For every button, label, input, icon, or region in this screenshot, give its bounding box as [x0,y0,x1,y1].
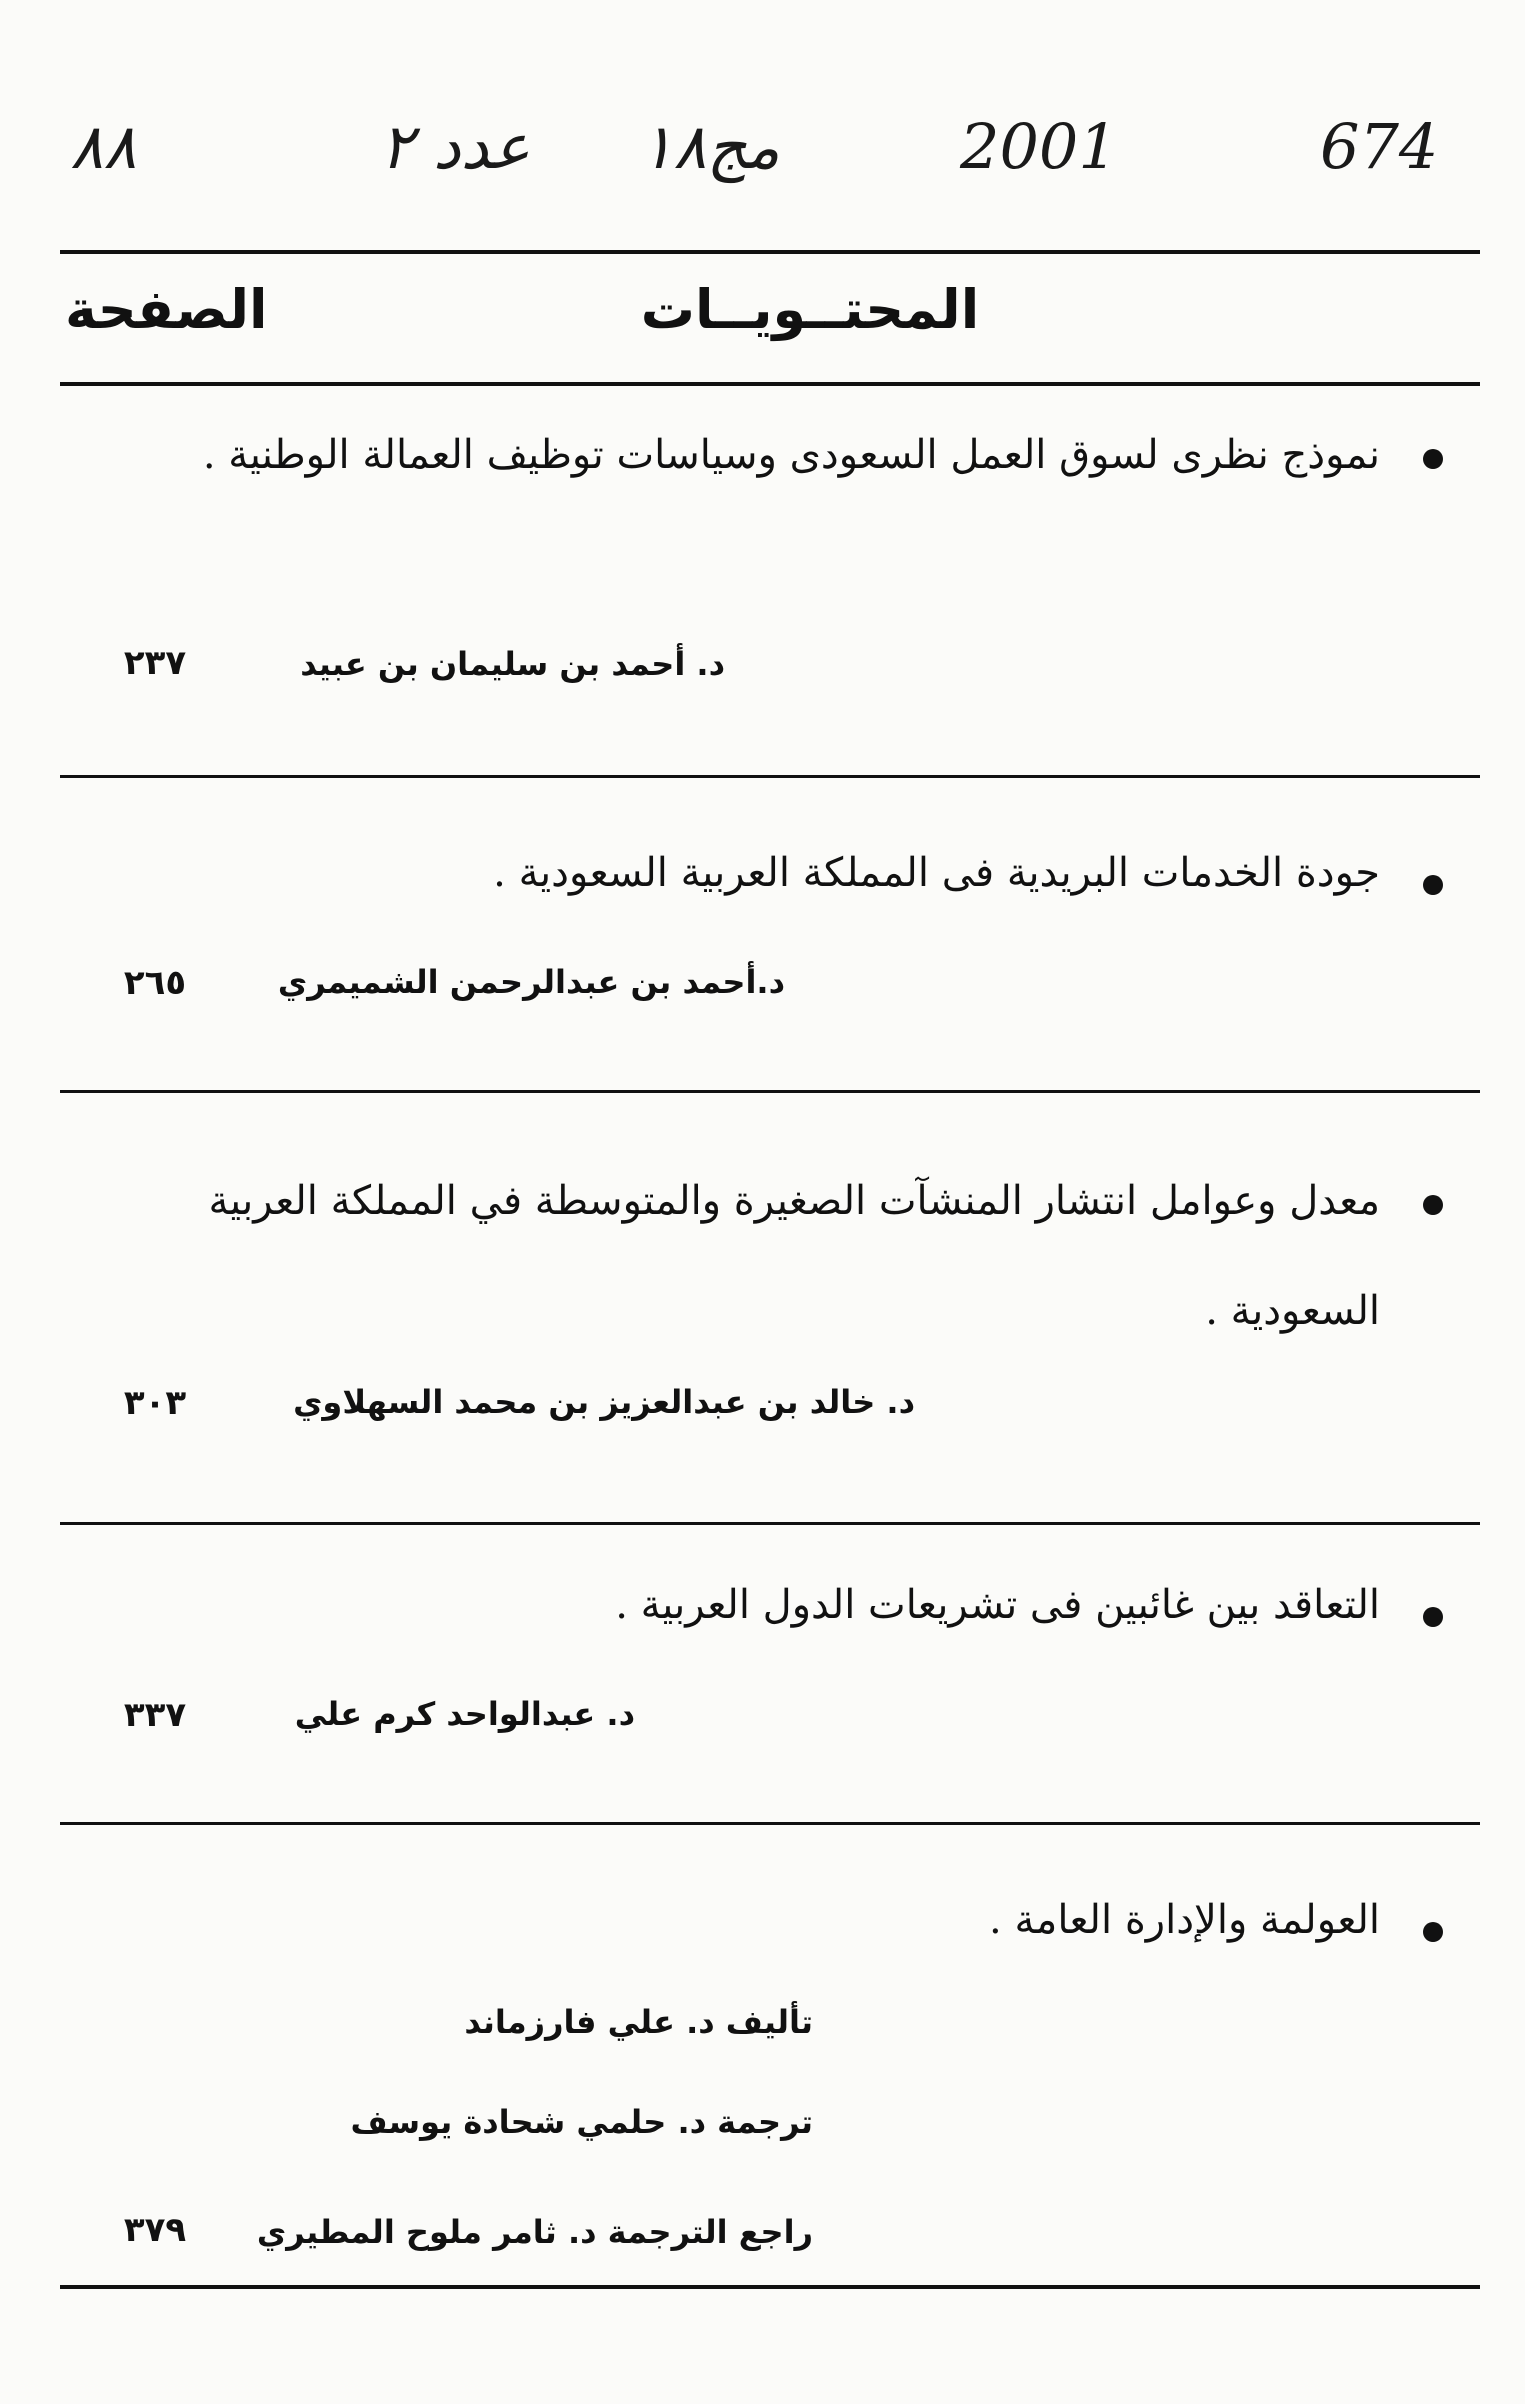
entry-page-number: ٣٧٩ [123,2210,187,2250]
bottom-rule [60,2285,1480,2289]
entry-title: نموذج نظرى لسوق العمل السعودى وسياسات توظيف العمالة الوطنية . [202,432,1380,478]
top-rule [60,250,1480,254]
bullet-icon [1423,449,1443,469]
bullet-icon [1423,875,1443,895]
handwritten-year: 2001 [960,110,1118,183]
handwritten-note-volume: مج۱۸ [640,110,780,183]
entry-page-number: ٢٦٥ [123,963,187,1003]
entry-translator: ترجمة د. حلمي شحادة يوسف [350,2103,813,2141]
entry-author: تأليف د. علي فارزماند [464,2003,813,2041]
bullet-icon [1423,1607,1443,1627]
entry-page-number: ٢٣٧ [123,643,187,683]
entry-title: التعاقد بين غائبين فى تشريعات الدول العربية . [615,1582,1380,1628]
entry-divider [60,775,1480,778]
bullet-icon [1423,1195,1443,1215]
entry-title: معدل وعوامل انتشار المنشآت الصغيرة والمتوسطة في المملكة العربية السعودية . [208,1178,1380,1334]
entry-author: د.أحمد بن عبدالرحمن الشميمري [277,963,785,1001]
entry-page-number: ٣٣٧ [123,1695,187,1735]
entry-author: د. خالد بن عبدالعزيز بن محمد السهلاوي [293,1383,915,1421]
handwritten-number-right: 674 [1320,110,1439,183]
entry-divider [60,1090,1480,1093]
header-rule [60,382,1480,386]
page-column-header: الصفحة [65,278,268,341]
entry-author: د. أحمد بن سليمان بن عبيد [300,645,725,683]
entry-divider [60,1522,1480,1525]
entry-title: جودة الخدمات البريدية فى المملكة العربية السعودية . [493,850,1380,896]
bullet-icon [1423,1922,1443,1942]
handwritten-note-issue: عدد ۲ [380,110,531,183]
entry-page-number: ٣٠٣ [123,1383,187,1423]
handwritten-number-left: ۸۸ [70,110,137,183]
entry-title: العولمة والإدارة العامة . [989,1897,1380,1943]
entry-divider [60,1822,1480,1825]
entry-reviewer: راجع الترجمة د. ثامر ملوح المطيري [256,2213,813,2251]
entry-author: د. عبدالواحد كرم علي [294,1695,635,1733]
contents-title: المحتــويــات [640,278,980,341]
